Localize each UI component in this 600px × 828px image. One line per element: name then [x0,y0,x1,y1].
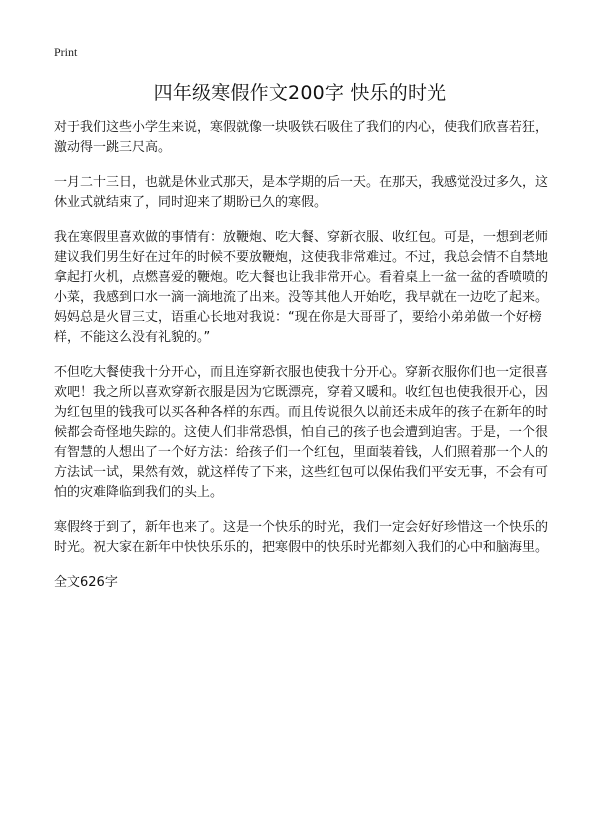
paragraph-1: 对于我们这些小学生来说，寒假就像一块吸铁石吸住了我们的内心，使我们欣喜若狂，激动得一跳三尺高。 [54,120,549,155]
paragraph-5: 寒假终于到了，新年也来了。这是一个快乐的时光，我们一定会好好珍惜这一个快乐的时光。祝大家在新年中快快乐乐的，把寒假中的快乐时光都刻入我们的心中和脑海里。 [54,520,549,555]
word-count: 全文626字 [54,575,118,590]
paragraph-4: 不但吃大餐使我十分开心，而且连穿新衣服也使我十分开心。穿新衣服你们也一定很喜欢吧！我之所以喜欢穿新衣服是因为它既漂亮，穿着又暖和。收红包也使我很开心，因为红包里的钱我可以买各种各样的东西。而且传说很久以前还未成年的孩子在新年的时候都会奇怪地失踪的。这使人们非常恐惧，怕自己的孩子也会遭到迫害。于是，一个很有智慧的人想出了一个好方法：给孩子们一个红包，里面装着钱，人们照着那一个人的方法试一试，果然有效，就这样传了下来，这些红包可以保佑我们平安无事，不会有可怕的灾难降临到我们的头上。 [54,365,549,500]
article-body [54,118,550,593]
paragraph-3: 我在寒假里喜欢做的事情有：放鞭炮、吃大餐、穿新衣服、收红包。可是，一想到老师建议我们男生好在过年的时候不要放鞭炮，这使我非常难过。不过，我总会情不自禁地拿起打火机，点燃喜爱的鞭炮。吃大餐也让我非常开心。看着桌上一盆一盆的香喷喷的小菜，我感到口水一滴一滴地流了出来。没等其他人开始吃，我早就在一边吃了起来。妈妈总是火冒三丈，语重心长地对我说：“现在你是大哥哥了，要给小弟弟做一个好榜样，不能这么没有礼貌的。” [54,230,549,345]
article-title: 四年级寒假作文200字 快乐的时光 [153,82,447,104]
print-link[interactable]: Print [54,45,78,59]
paragraph-2: 一月二十三日，也就是休业式那天，是本学期的后一天。在那天，我感觉没过多久，这休业式就结束了，同时迎来了期盼已久的寒假。 [54,175,549,210]
